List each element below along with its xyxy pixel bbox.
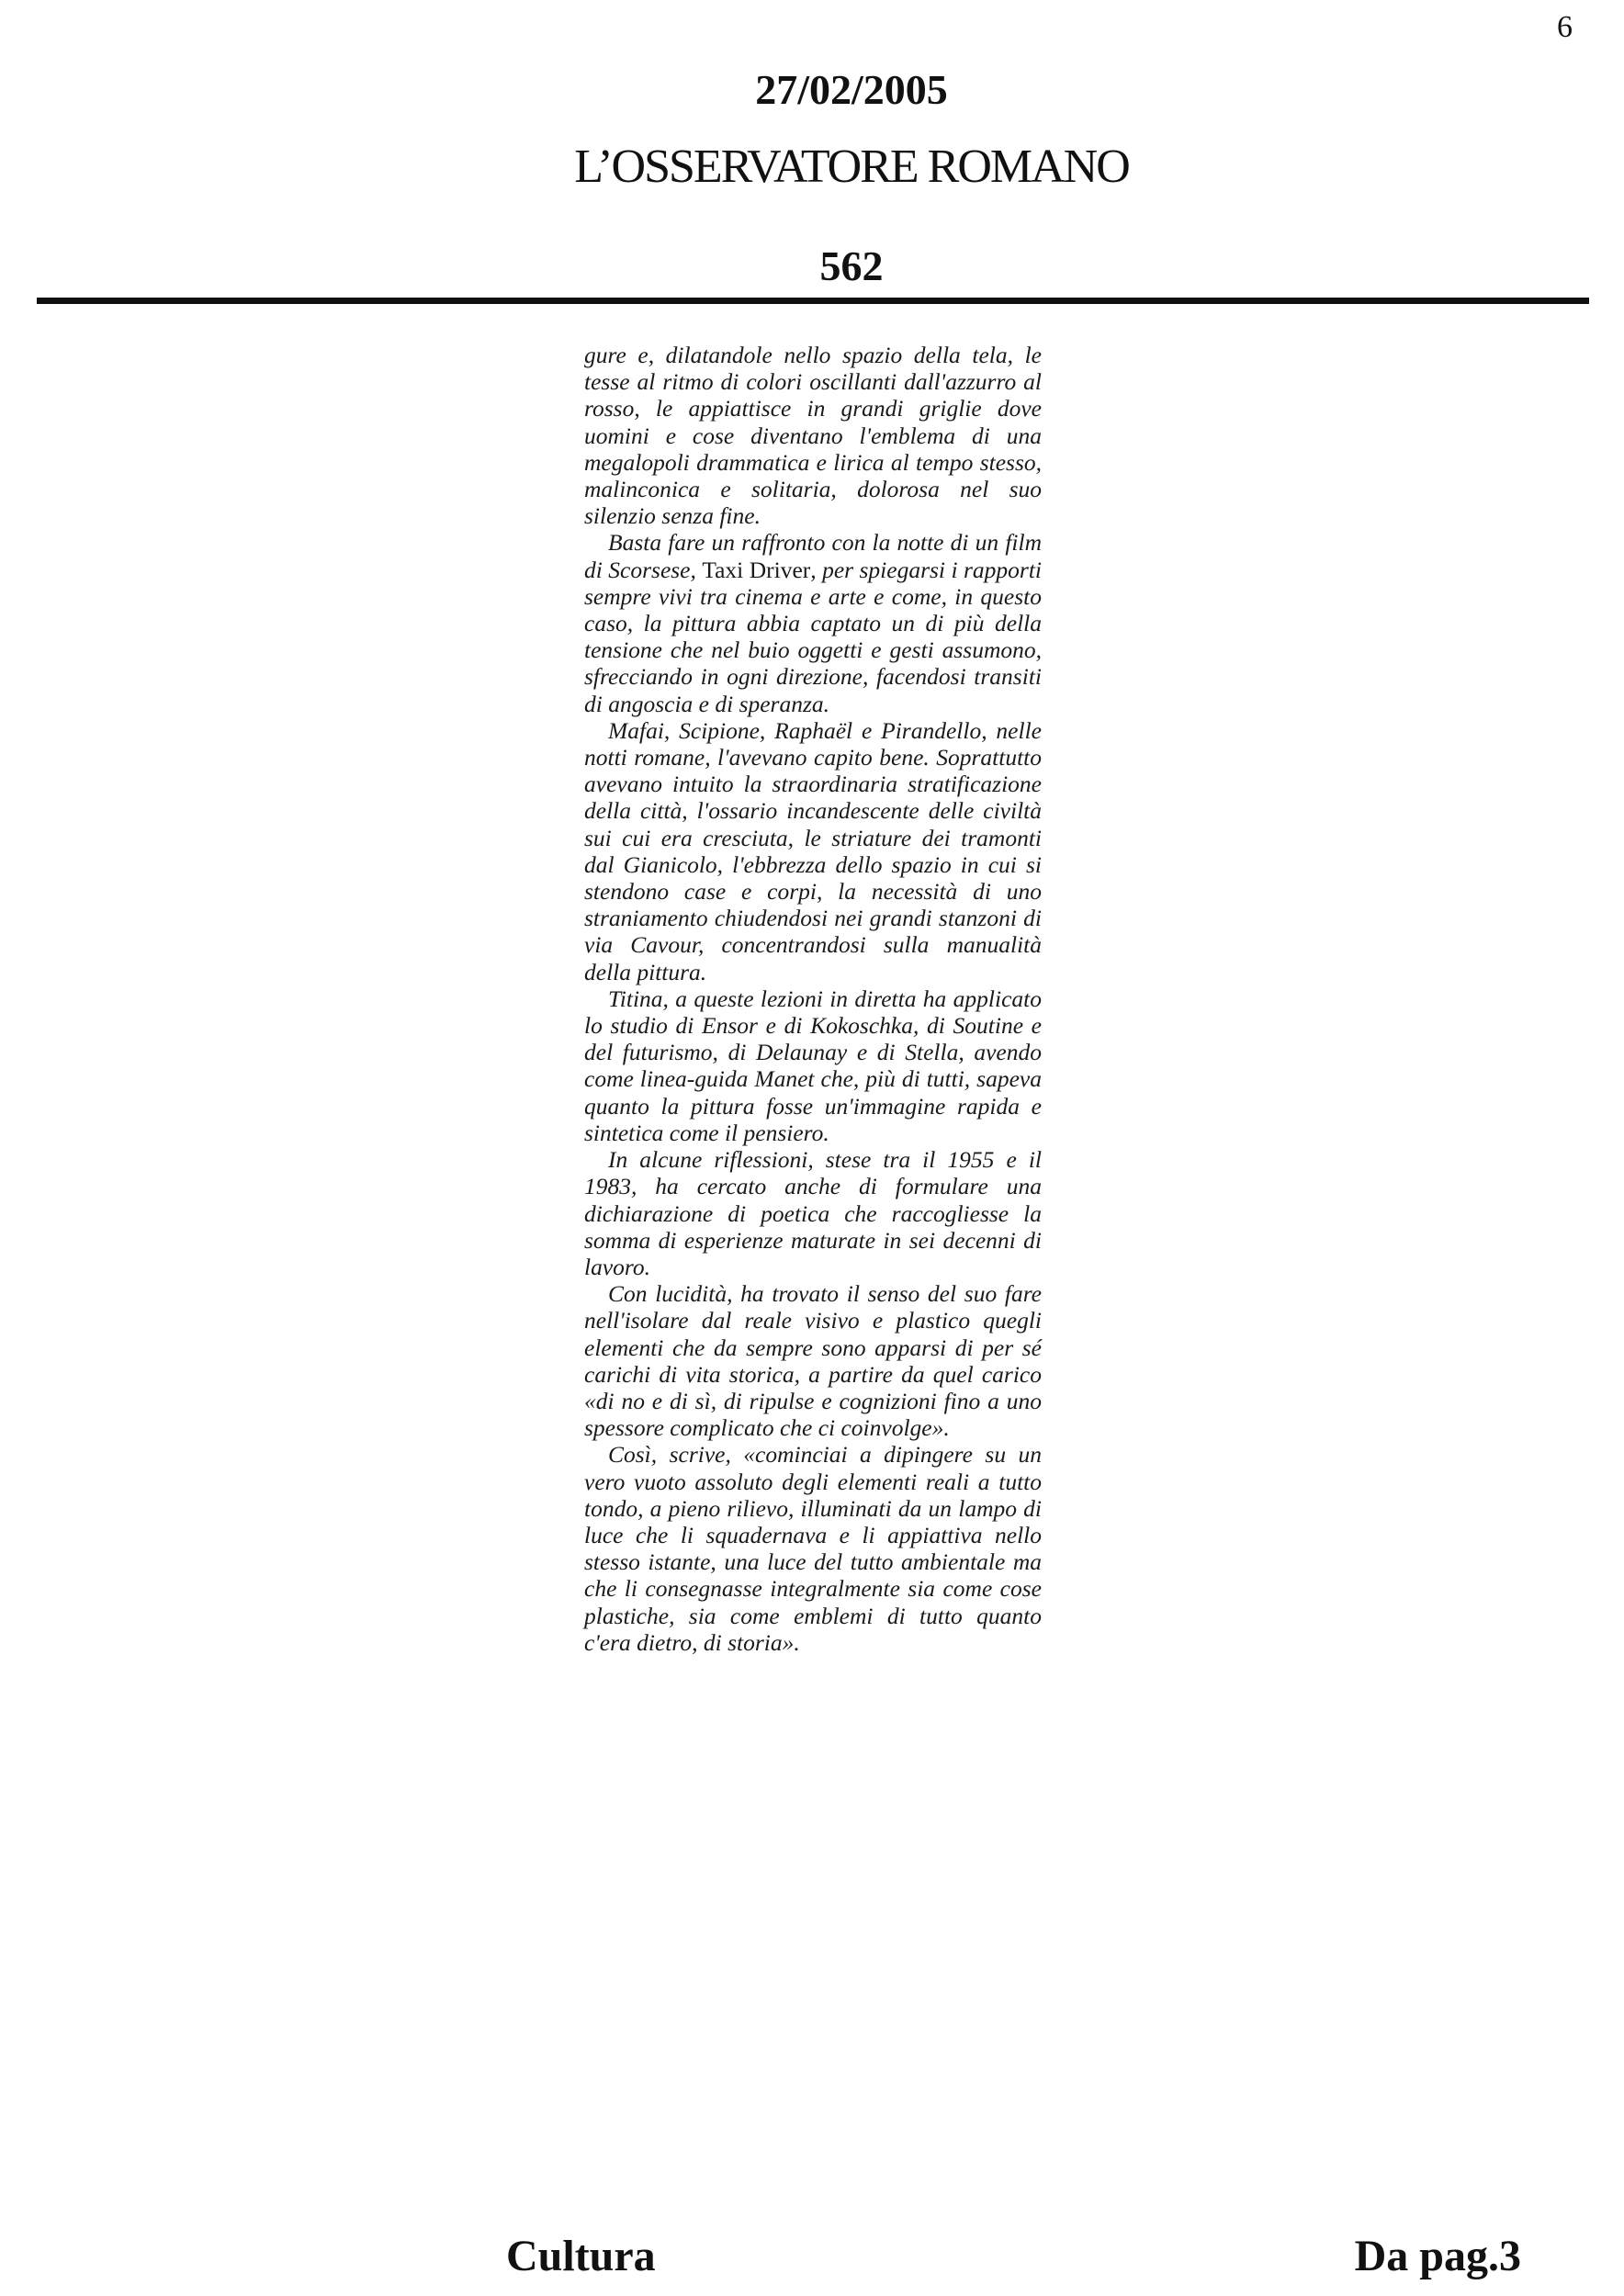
header-divider — [37, 298, 1589, 304]
article-paragraph: gure e, dilatandole nello spazio della tela, le tesse al ritmo di colori oscillanti dall'azzurro al rosso, le appiattisce in grandi griglie dove uomini e cose diventano l'emblema di una megalopoli drammatica e lirica al tempo stesso, malinconica e solitaria, dolorosa nel suo silenzio senza fine. — [584, 342, 1042, 530]
publication-date: 27/02/2005 — [755, 66, 948, 113]
paragraph-text: Basta fare un raffronto con la notte di un film di Scorsese, — [584, 529, 1042, 583]
article-paragraph: In alcune riflessioni, stese tra il 1955 e il 1983, ha cercato anche di formulare una dichiarazione di poetica che raccogliesse la somma di esperienze maturate in sei decenni di lavoro. — [584, 1146, 1042, 1280]
film-title: Taxi Driver — [702, 556, 811, 583]
article-paragraph: Titina, a queste lezioni in diretta ha applicato lo studio di Ensor e di Kokoschka, di Soutine e del futurismo, di Delaunay e di Stella, avendo come linea-guida Manet che, più di tutti, sapeva quanto la pittura fosse un'immagine rapida e sintetica come il pensiero. — [584, 985, 1042, 1146]
article-paragraph: Così, scrive, «cominciai a dipingere su un vero vuoto assoluto degli elementi reali a tutto tondo, a pieno rilievo, illuminati da un lampo di luce che li squadernava e li appiattiva nello stesso istante, una luce del tutto ambientale ma che li consegnasse integralmente sia come cose plastiche, sia come emblemi di tutto quanto c'era dietro, di storia». — [584, 1441, 1042, 1656]
article-paragraph: Con lucidità, ha trovato il senso del suo fare nell'isolare dal reale visivo e plastico quegli elementi che da sempre sono apparsi di per sé carichi di vita storica, a partire da quel carico «di no e di sì, di ripulse e cognizioni fino a uno spessore complicato che ci coinvolge». — [584, 1280, 1042, 1442]
paragraph-text: , per spiegarsi i rapporti sempre vivi tra cinema e arte e come, in questo caso, la pittura abbia captato un di più della tensione che nel buio oggetti e gesti assumono, sfrecciando in ogni direzione, facendosi transiti di angoscia e di speranza. — [584, 556, 1042, 717]
section-label: Cultura — [506, 2232, 656, 2280]
article-column — [584, 342, 1042, 1656]
article-paragraph — [584, 529, 1042, 716]
article-paragraph: Mafai, Scipione, Raphaël e Pirandello, nelle notti romane, l'avevano capito bene. Soprattutto avevano intuito la straordinaria stratificazione della città, l'ossario incandescente delle civiltà sui cui era cresciuta, le striature dei tramonti dal Gianicolo, l'ebbrezza dello spazio in cui si stendono case e corpi, la necessità di uno straniamento chiudendosi nei grandi stanzoni di via Cavour, concentrandosi sulla manualità della pittura. — [584, 716, 1042, 985]
issue-number: 562 — [819, 242, 884, 289]
continued-from-label: Da pag.3 — [1354, 2232, 1521, 2280]
newspaper-name: L’OSSERVATORE ROMANO — [574, 141, 1129, 193]
page-number: 6 — [1557, 10, 1573, 44]
